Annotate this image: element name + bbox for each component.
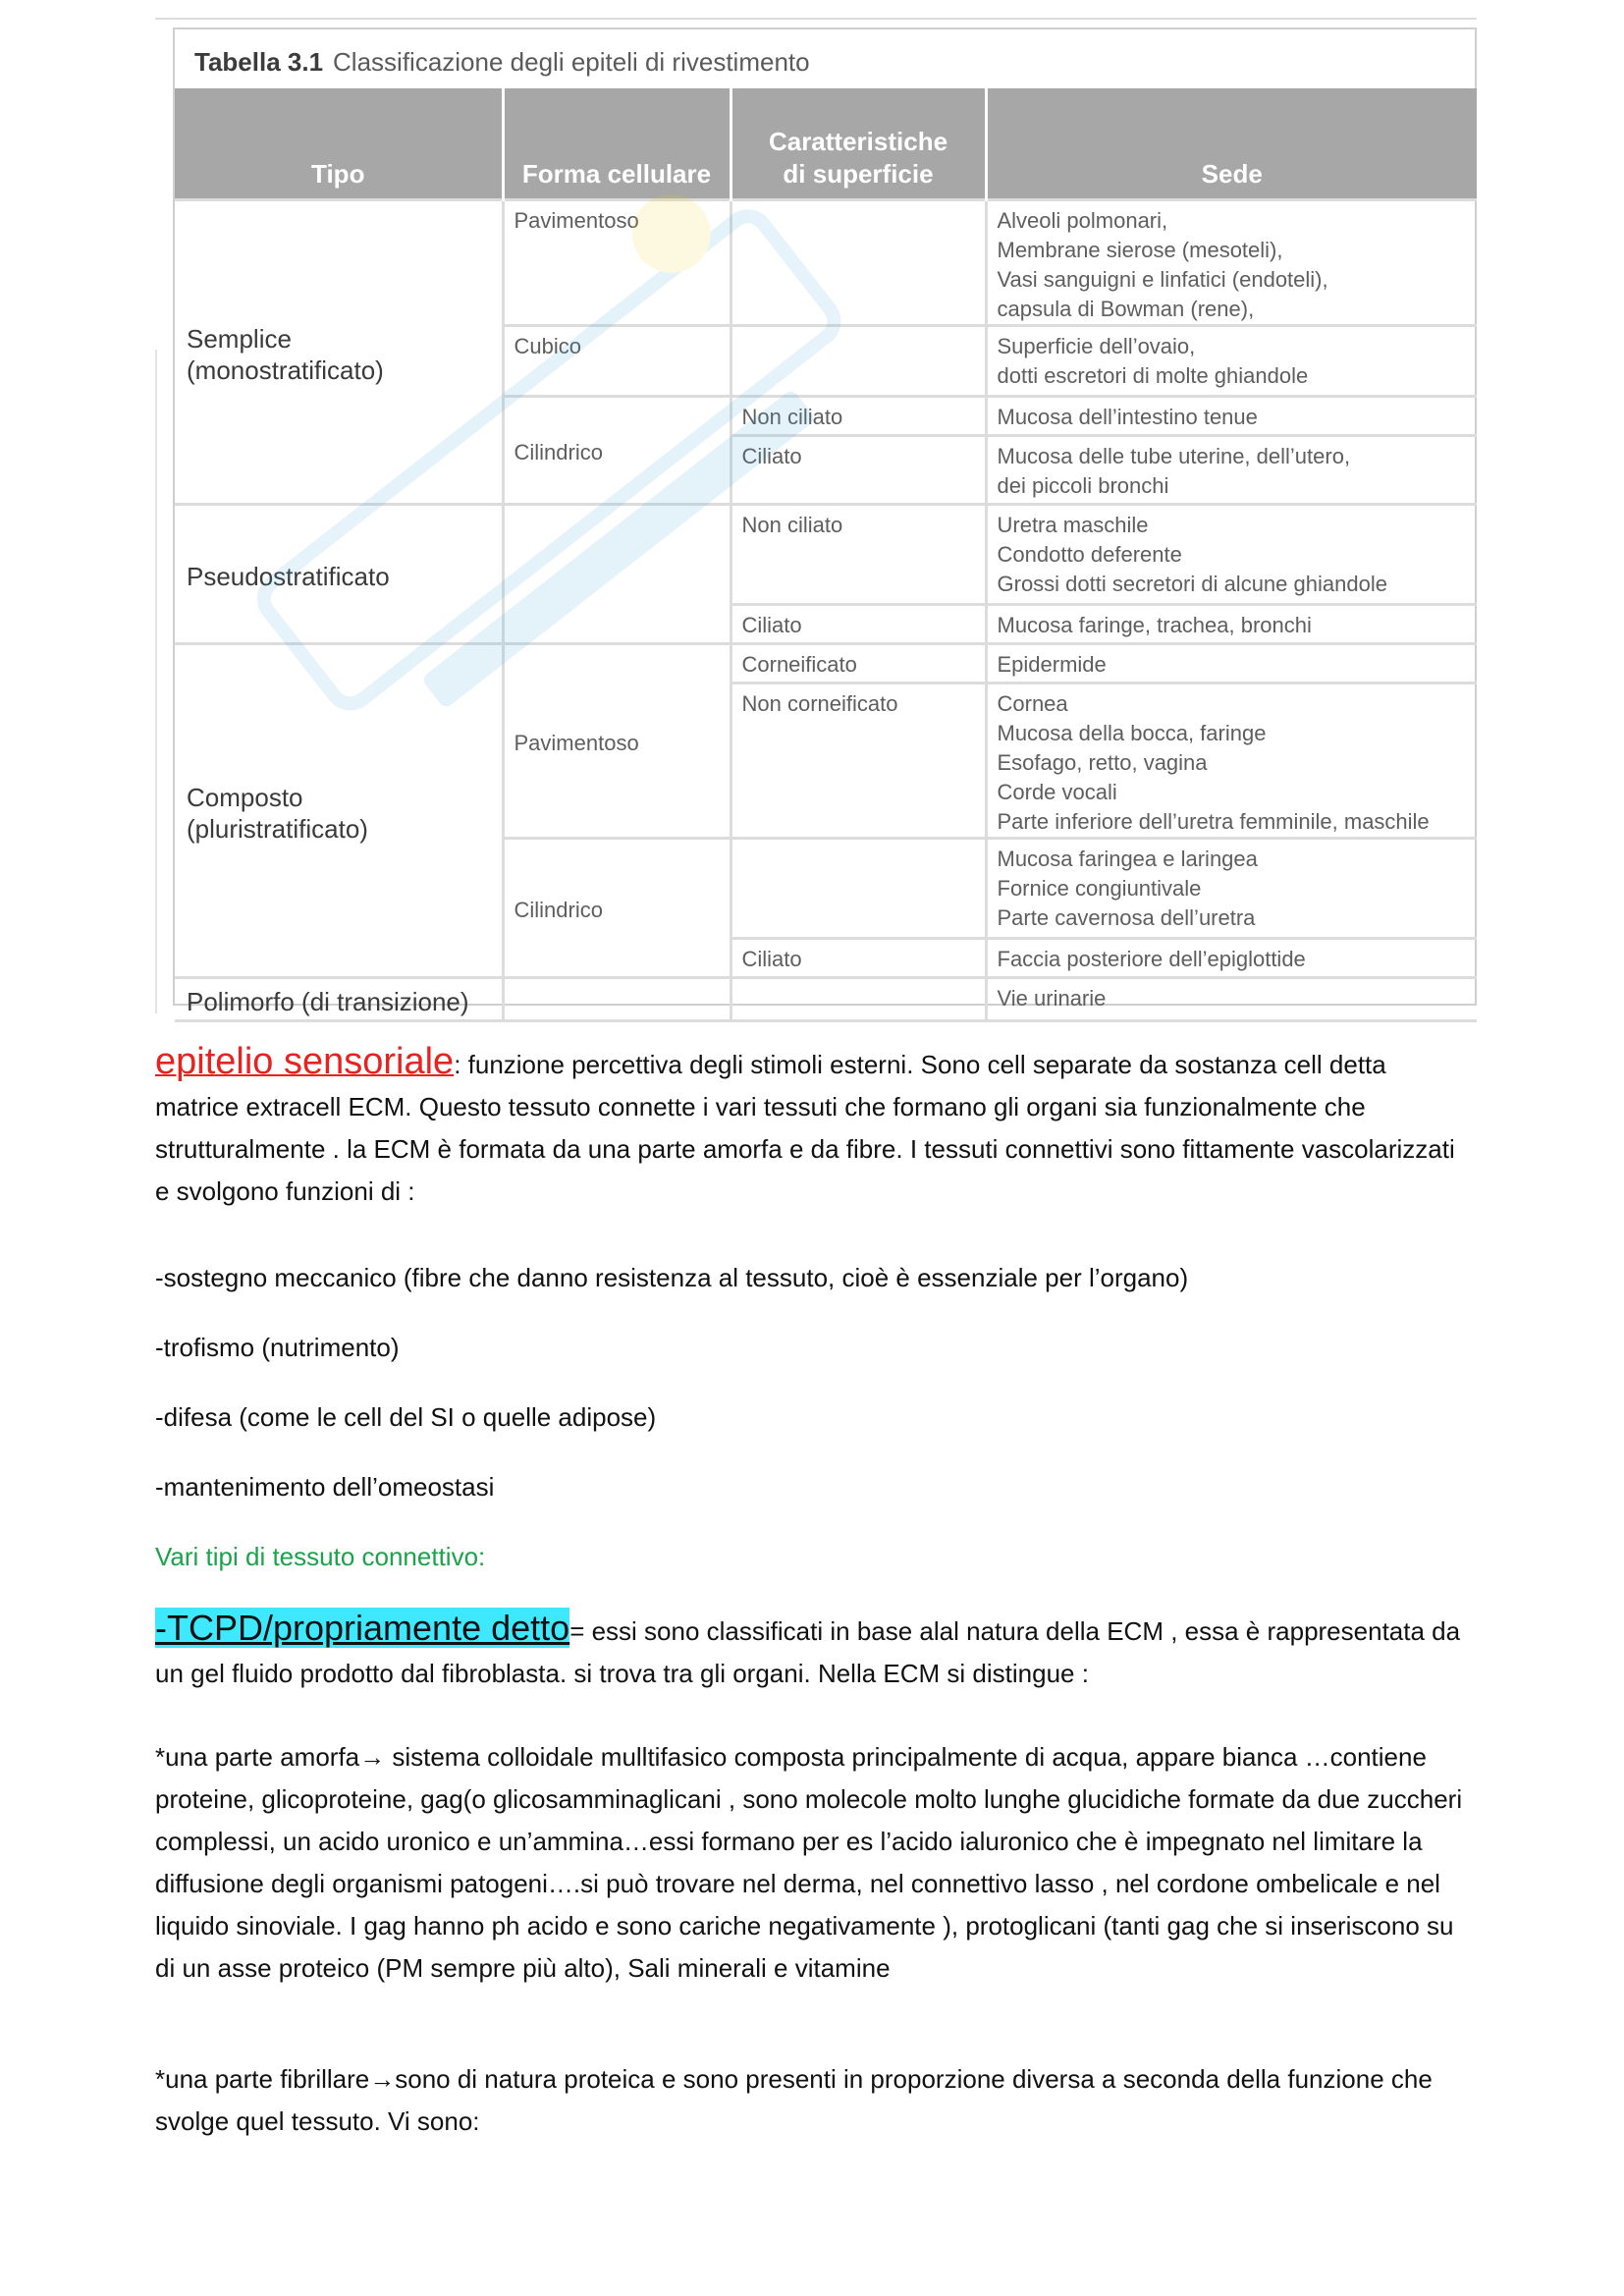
caratteristiche-cell: Non ciliato bbox=[731, 505, 986, 605]
sede-cell: Cornea Mucosa della bocca, faringe Esofago, retto, vagina Corde vocali Parte inferiore dell’uretra femminile, maschile bbox=[986, 683, 1477, 839]
sede-cell: Alveoli polmonari, Membrane sierose (mesoteli), Vasi sanguigni e linfatici (endoteli), capsula di Bowman (rene), bbox=[986, 200, 1477, 326]
sede-cell: Vie urinarie bbox=[986, 978, 1477, 1021]
sede-cell: Faccia posteriore dell’epiglottide bbox=[986, 939, 1477, 978]
caratteristiche-empty bbox=[731, 326, 986, 397]
epitelio-heading: epitelio sensoriale bbox=[155, 1041, 455, 1082]
epitelio-body: : funzione percettiva degli stimoli esterni. Sono cell separate da sostanza cell detta matrice extracell ECM. Questo tessuto connette i vari tessuti che formano gli organi sia funzionalmente che strutturalmente . la ECM è formata da una parte amorfa e da fibre. I tessuti connettivi sono fittamente vascolarizzati e svolgono funzioni di : bbox=[155, 1050, 1455, 1206]
tipo-pseudostratificato: Pseudostratificato bbox=[175, 505, 503, 644]
list-item: -difesa (come le cell del SI o quelle adipose) bbox=[155, 1402, 657, 1432]
header-sede: Sede bbox=[986, 88, 1477, 200]
caratteristiche-empty bbox=[731, 978, 986, 1021]
caratteristiche-cell: Corneificato bbox=[731, 644, 986, 683]
sede-cell: Uretra maschile Condotto deferente Grossi dotti secretori di alcune ghiandole bbox=[986, 505, 1477, 605]
tipo-polimorfo: Polimorfo (di transizione) bbox=[175, 978, 503, 1021]
forma-empty bbox=[503, 505, 731, 644]
sede-cell: Mucosa faringe, trachea, bronchi bbox=[986, 605, 1477, 644]
sede-cell: Mucosa dell’intestino tenue bbox=[986, 397, 1477, 436]
table-row bbox=[175, 644, 1477, 683]
table-header-row bbox=[175, 88, 1477, 200]
forma-cilindrico-2: Cilindrico bbox=[503, 839, 731, 978]
section-subtitle: Vari tipi di tessuto connettivo: bbox=[155, 1542, 486, 1571]
table-row bbox=[175, 200, 1477, 326]
fibrillare-paragraph: *una parte fibrillare→sono di natura proteica e sono presenti in proporzione diversa a seconda della funzione che svolge quel tessuto. Vi sono: bbox=[155, 2064, 1433, 2136]
caratteristiche-cell: Ciliato bbox=[731, 436, 986, 505]
tipo-composto: Composto (pluristratificato) bbox=[175, 644, 503, 978]
table-caption bbox=[194, 47, 810, 78]
list-item: -trofismo (nutrimento) bbox=[155, 1333, 400, 1362]
sede-cell: Mucosa faringea e laringea Fornice congiuntivale Parte cavernosa dell’uretra bbox=[986, 839, 1477, 939]
header-tipo: Tipo bbox=[175, 88, 503, 200]
table-row bbox=[175, 505, 1477, 605]
table-row bbox=[175, 978, 1477, 1021]
sede-cell: Superficie dell’ovaio, dotti escretori di molte ghiandole bbox=[986, 326, 1477, 397]
epithelia-table bbox=[175, 88, 1477, 1022]
table-caption-label: Tabella 3.1 bbox=[194, 47, 324, 77]
forma-empty bbox=[503, 978, 731, 1021]
tcpd-heading: -TCPD/propriamente detto bbox=[155, 1608, 570, 1648]
forma-cubico: Cubico bbox=[503, 326, 731, 397]
sede-cell: Epidermide bbox=[986, 644, 1477, 683]
tipo-semplice: Semplice (monostratificato) bbox=[175, 200, 503, 505]
caratteristiche-cell: Ciliato bbox=[731, 605, 986, 644]
list-item: -mantenimento dell’omeostasi bbox=[155, 1472, 495, 1502]
forma-pavimentoso: Pavimentoso bbox=[503, 200, 731, 326]
forma-pavimentoso-2: Pavimentoso bbox=[503, 644, 731, 839]
caratteristiche-cell: Ciliato bbox=[731, 939, 986, 978]
tcpd-paragraph bbox=[155, 1607, 1471, 1695]
sede-cell: Mucosa delle tube uterine, dell’utero, dei piccoli bronchi bbox=[986, 436, 1477, 505]
amorfa-paragraph: *una parte amorfa→ sistema colloidale mulltifasico composta principalmente di acqua, appare bianca …contiene proteine, glicoproteine, gag(o glicosamminaglicani , sono molecole molto lunghe glucidiche formate da due zuccheri complessi, un acido uronico e un’ammina…essi formano per es l’acido ialuronico che è impegnato nel limitare la diffusione degli organismi patogeni….si può trovare nel derma, nel connettivo lasso , nel cordone ombelicale e nel liquido sinoviale. I gag hanno ph acido e sono cariche negativamente ), protoglicani (tanti gag che si inseriscono su di un asse proteico (PM sempre più alto), Sali minerali e vitamine bbox=[155, 1742, 1463, 1983]
caratteristiche-cell: Non ciliato bbox=[731, 397, 986, 436]
list-item: -sostegno meccanico (fibre che danno resistenza al tessuto, cioè è essenziale per l’organo) bbox=[155, 1263, 1189, 1292]
caratteristiche-cell: Non corneificato bbox=[731, 683, 986, 839]
caratteristiche-empty bbox=[731, 839, 986, 939]
epitelio-paragraph bbox=[155, 1041, 1471, 1213]
table-caption-text: Classificazione degli epiteli di rivestimento bbox=[333, 47, 810, 77]
forma-cilindrico: Cilindrico bbox=[503, 397, 731, 505]
header-caratteristiche: Caratteristiche di superficie bbox=[731, 88, 986, 200]
figure-left-rule bbox=[155, 350, 157, 1013]
figure-top-rule bbox=[155, 18, 1477, 20]
header-forma: Forma cellulare bbox=[503, 88, 731, 200]
classification-table-figure bbox=[173, 27, 1477, 1016]
caratteristiche-empty bbox=[731, 200, 986, 326]
tcpd-body: = essi sono classificati in base alal natura della ECM , essa è rappresentata da un gel fluido prodotto dal fibroblasta. si trova tra gli organi. Nella ECM si distingue : bbox=[155, 1616, 1461, 1688]
